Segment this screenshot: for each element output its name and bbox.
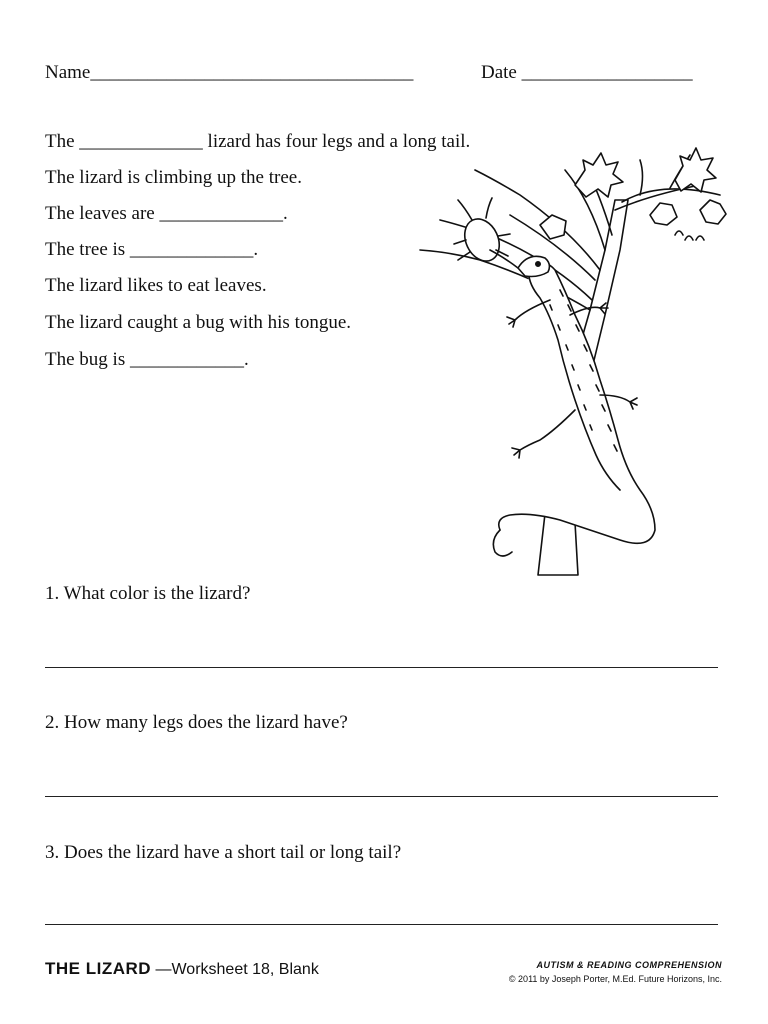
footer-credits — [509, 958, 722, 986]
question-2: 2. How many legs does the lizard have? — [45, 712, 348, 733]
lizard-tree-illustration — [400, 140, 745, 580]
leaf — [675, 148, 716, 192]
sentence-4: The tree is _____________. — [45, 239, 259, 260]
leaf — [575, 153, 623, 197]
leaf — [700, 200, 726, 224]
worksheet-title — [45, 958, 319, 981]
answer-line-3[interactable] — [45, 924, 718, 925]
sentence-5: The lizard likes to eat leaves. — [45, 275, 267, 296]
worksheet-name: THE LIZARD — [45, 959, 152, 978]
answer-line-2[interactable] — [45, 796, 718, 797]
answer-line-1[interactable] — [45, 667, 718, 668]
sentence-6: The lizard caught a bug with his tongue. — [45, 312, 352, 333]
leaf — [650, 203, 677, 225]
sentence-7: The bug is ____________. — [45, 349, 249, 370]
sentence-2: The lizard is climbing up the tree. — [45, 167, 302, 188]
series-name: AUTISM & READING COMPREHENSION — [536, 960, 722, 970]
leaf — [540, 215, 566, 239]
date-field-line: Date __________________ — [481, 62, 693, 83]
sentence-3: The leaves are _____________. — [45, 203, 288, 224]
question-3: 3. Does the lizard have a short tail or long tail? — [45, 842, 402, 863]
worksheet-subtitle: —Worksheet 18, Blank — [151, 961, 319, 978]
question-1: 1. What color is the lizard? — [45, 583, 251, 604]
copyright: © 2011 by Joseph Porter, M.Ed. Future Horizons, Inc. — [508, 974, 722, 984]
sentence-1: The _____________ lizard has four legs and a long tail. — [45, 131, 471, 152]
name-field-line: Name__________________________________ — [45, 62, 414, 83]
